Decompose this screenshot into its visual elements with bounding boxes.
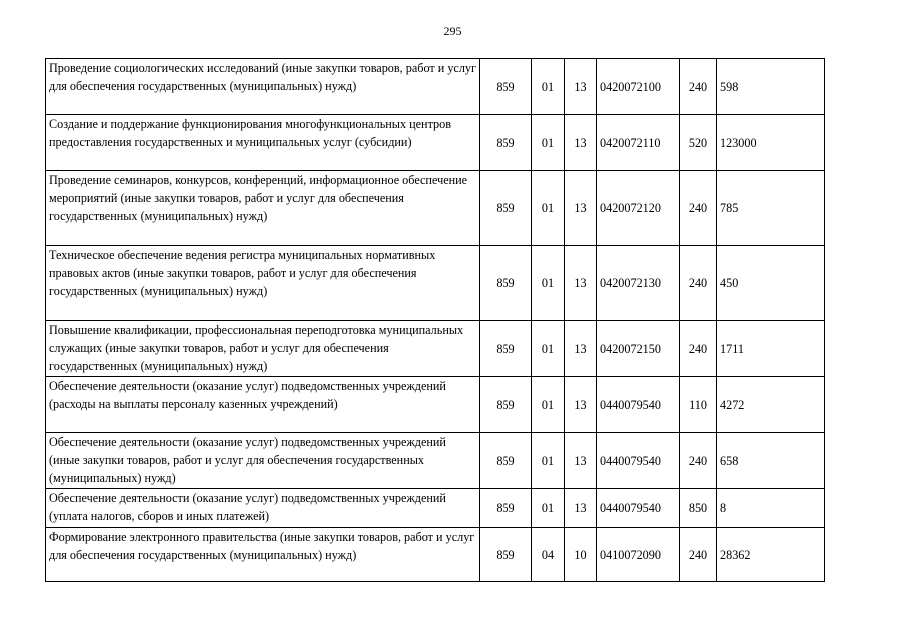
row-pr: 13 — [565, 377, 597, 433]
row-pr: 13 — [565, 321, 597, 377]
row-gr: 859 — [480, 59, 532, 115]
row-pr: 13 — [565, 489, 597, 528]
row-pr: 13 — [565, 115, 597, 171]
page-number: 295 — [443, 24, 462, 38]
row-description: Проведение социологических исследований (иные закупки товаров, работ и услуг для обеспечения государственных (муниципальных) нужд) — [46, 59, 480, 115]
row-description: Повышение квалификации, профессиональная переподготовка муниципальных служащих (иные закупки товаров, работ и услуг для обеспечения государственных (муниципальных) нужд) — [46, 321, 480, 377]
row-gr: 859 — [480, 246, 532, 321]
row-pr: 10 — [565, 528, 597, 582]
row-csr: 0420072100 — [597, 59, 680, 115]
table-row — [46, 59, 825, 115]
table-row — [46, 377, 825, 433]
row-pr: 13 — [565, 171, 597, 246]
row-rz: 01 — [532, 115, 565, 171]
row-gr: 859 — [480, 321, 532, 377]
table-row — [46, 321, 825, 377]
table-row — [46, 171, 825, 246]
row-vr: 240 — [680, 171, 717, 246]
row-description: Техническое обеспечение ведения регистра муниципальных нормативных правовых актов (иные закупки товаров, работ и услуг для обеспечения государственных (муниципальных) нужд) — [46, 246, 480, 321]
row-amount: 4272 — [717, 377, 825, 433]
row-vr: 850 — [680, 489, 717, 528]
row-description: Формирование электронного правительства (иные закупки товаров, работ и услуг для обеспечения государственных (муниципальных) нужд) — [46, 528, 480, 582]
row-amount: 658 — [717, 433, 825, 489]
row-csr: 0440079540 — [597, 489, 680, 528]
row-rz: 01 — [532, 321, 565, 377]
row-amount: 28362 — [717, 528, 825, 582]
row-pr: 13 — [565, 433, 597, 489]
table-row — [46, 115, 825, 171]
table-row — [46, 433, 825, 489]
row-vr: 240 — [680, 528, 717, 582]
row-amount: 598 — [717, 59, 825, 115]
table-row — [46, 489, 825, 528]
row-pr: 13 — [565, 246, 597, 321]
row-vr: 240 — [680, 433, 717, 489]
row-rz: 01 — [532, 489, 565, 528]
row-csr: 0420072110 — [597, 115, 680, 171]
row-vr: 110 — [680, 377, 717, 433]
row-description: Обеспечение деятельности (оказание услуг) подведомственных учреждений (расходы на выплаты персоналу казенных учреждений) — [46, 377, 480, 433]
row-rz: 01 — [532, 433, 565, 489]
row-csr: 0420072130 — [597, 246, 680, 321]
row-rz: 01 — [532, 246, 565, 321]
row-gr: 859 — [480, 377, 532, 433]
row-gr: 859 — [480, 433, 532, 489]
row-rz: 04 — [532, 528, 565, 582]
row-description: Обеспечение деятельности (оказание услуг) подведомственных учреждений (уплата налогов, сборов и иных платежей) — [46, 489, 480, 528]
row-amount: 450 — [717, 246, 825, 321]
row-amount: 1711 — [717, 321, 825, 377]
row-amount: 8 — [717, 489, 825, 528]
row-csr: 0420072120 — [597, 171, 680, 246]
table-row — [46, 528, 825, 582]
row-gr: 859 — [480, 528, 532, 582]
table-row — [46, 246, 825, 321]
row-amount: 785 — [717, 171, 825, 246]
row-description: Обеспечение деятельности (оказание услуг) подведомственных учреждений (иные закупки товаров, работ и услуг для обеспечения государственных (муниципальных) нужд) — [46, 433, 480, 489]
row-csr: 0440079540 — [597, 377, 680, 433]
row-rz: 01 — [532, 377, 565, 433]
row-csr: 0410072090 — [597, 528, 680, 582]
row-gr: 859 — [480, 115, 532, 171]
row-gr: 859 — [480, 171, 532, 246]
budget-table — [45, 58, 825, 582]
row-csr: 0420072150 — [597, 321, 680, 377]
row-amount: 123000 — [717, 115, 825, 171]
row-csr: 0440079540 — [597, 433, 680, 489]
row-description: Проведение семинаров, конкурсов, конференций, информационное обеспечение мероприятий (иные закупки товаров, работ и услуг для обеспечения государственных (муниципальных) нужд) — [46, 171, 480, 246]
row-vr: 520 — [680, 115, 717, 171]
row-vr: 240 — [680, 59, 717, 115]
row-gr: 859 — [480, 489, 532, 528]
row-pr: 13 — [565, 59, 597, 115]
row-description: Создание и поддержание функционирования многофункциональных центров предоставления государственных и муниципальных услуг (субсидии) — [46, 115, 480, 171]
row-rz: 01 — [532, 59, 565, 115]
row-vr: 240 — [680, 246, 717, 321]
row-rz: 01 — [532, 171, 565, 246]
row-vr: 240 — [680, 321, 717, 377]
